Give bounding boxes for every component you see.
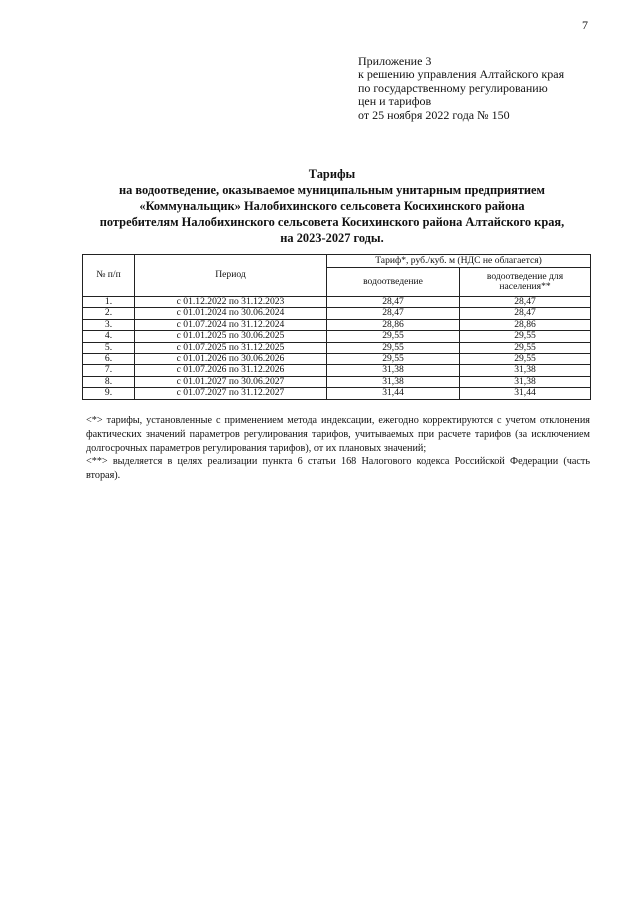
cell-wastewater-population: 29,55 [460, 354, 591, 365]
cell-wastewater: 29,55 [327, 354, 460, 365]
table-body [83, 297, 591, 400]
tariff-table [82, 254, 591, 400]
table-row [83, 297, 591, 308]
cell-num: 1. [83, 297, 135, 308]
cell-wastewater: 29,55 [327, 342, 460, 353]
table-row [83, 354, 591, 365]
appendix-line: к решению управления Алтайского края [358, 67, 565, 82]
cell-wastewater: 31,38 [327, 365, 460, 376]
table-row [83, 388, 591, 399]
appendix-header [358, 55, 564, 122]
title-line: на водоотведение, оказываемое муниципальным унитарным предприятием [119, 183, 545, 197]
appendix-line: по государственному регулированию [358, 80, 548, 95]
cell-wastewater-population: 28,47 [460, 308, 591, 319]
cell-period: с 01.01.2026 по 30.06.2026 [135, 354, 327, 365]
table-row [83, 308, 591, 319]
cell-num: 6. [83, 354, 135, 365]
cell-num: 7. [83, 365, 135, 376]
page-number: 7 [582, 18, 588, 32]
cell-num: 5. [83, 342, 135, 353]
cell-wastewater: 28,47 [327, 308, 460, 319]
document-title [60, 166, 604, 246]
cell-num: 4. [83, 331, 135, 342]
title-line: «Коммунальщик» Налобихинского сельсовета Косихинского района [139, 199, 525, 213]
table-row [83, 331, 591, 342]
table-row [83, 319, 591, 330]
cell-wastewater: 29,55 [327, 331, 460, 342]
cell-num: 9. [83, 388, 135, 399]
cell-num: 8. [83, 376, 135, 387]
cell-period: с 01.01.2027 по 30.06.2027 [135, 376, 327, 387]
cell-wastewater: 28,86 [327, 319, 460, 330]
header-num: № п/п [83, 255, 135, 297]
footnote-2: <**> выделяется в целях реализации пункта 6 статьи 168 Налогового кодекса Российской Федерации (часть вторая). [86, 456, 590, 482]
cell-wastewater-population: 28,47 [460, 297, 591, 308]
cell-wastewater-population: 29,55 [460, 331, 591, 342]
appendix-line: от 25 ноября 2022 года № 150 [358, 107, 510, 122]
cell-wastewater-population: 31,38 [460, 365, 591, 376]
footnote-1: <*> тарифы, установленные с применением метода индексации, ежегодно корректируются с учетом отклонения фактических значений параметров регулирования тарифов, учитываемых при расчете тарифов (за исключением долгосрочных параметров регулирования тарифов), от их плановых значений; [86, 415, 590, 454]
cell-wastewater-population: 29,55 [460, 342, 591, 353]
cell-period: с 01.07.2025 по 31.12.2025 [135, 342, 327, 353]
appendix-line: Приложение 3 [358, 54, 432, 68]
header-wastewater-population: водоотведение для населения** [460, 268, 591, 297]
header-period: Период [135, 255, 327, 297]
cell-wastewater: 31,44 [327, 388, 460, 399]
cell-period: с 01.07.2026 по 31.12.2026 [135, 365, 327, 376]
cell-period: с 01.01.2025 по 30.06.2025 [135, 331, 327, 342]
cell-period: с 01.01.2024 по 30.06.2024 [135, 308, 327, 319]
cell-wastewater-population: 31,44 [460, 388, 591, 399]
cell-wastewater-population: 28,86 [460, 319, 591, 330]
cell-wastewater: 31,38 [327, 376, 460, 387]
cell-num: 2. [83, 308, 135, 319]
footnotes [86, 414, 590, 483]
table-row [83, 342, 591, 353]
cell-wastewater-population: 31,38 [460, 376, 591, 387]
cell-period: с 01.12.2022 по 31.12.2023 [135, 297, 327, 308]
title-line: Тарифы [308, 167, 356, 181]
table-row [83, 376, 591, 387]
header-wastewater: водоотведение [327, 268, 460, 297]
cell-num: 3. [83, 319, 135, 330]
header-tariff-group: Тариф*, руб./куб. м (НДС не облагается) [327, 255, 591, 268]
cell-period: с 01.07.2024 по 31.12.2024 [135, 319, 327, 330]
table-row [83, 365, 591, 376]
appendix-line: цен и тарифов [358, 94, 432, 109]
title-line: на 2023-2027 годы. [280, 231, 384, 245]
title-line: потребителям Налобихинского сельсовета Косихинского района Алтайского края, [99, 215, 565, 229]
cell-period: с 01.07.2027 по 31.12.2027 [135, 388, 327, 399]
cell-wastewater: 28,47 [327, 297, 460, 308]
